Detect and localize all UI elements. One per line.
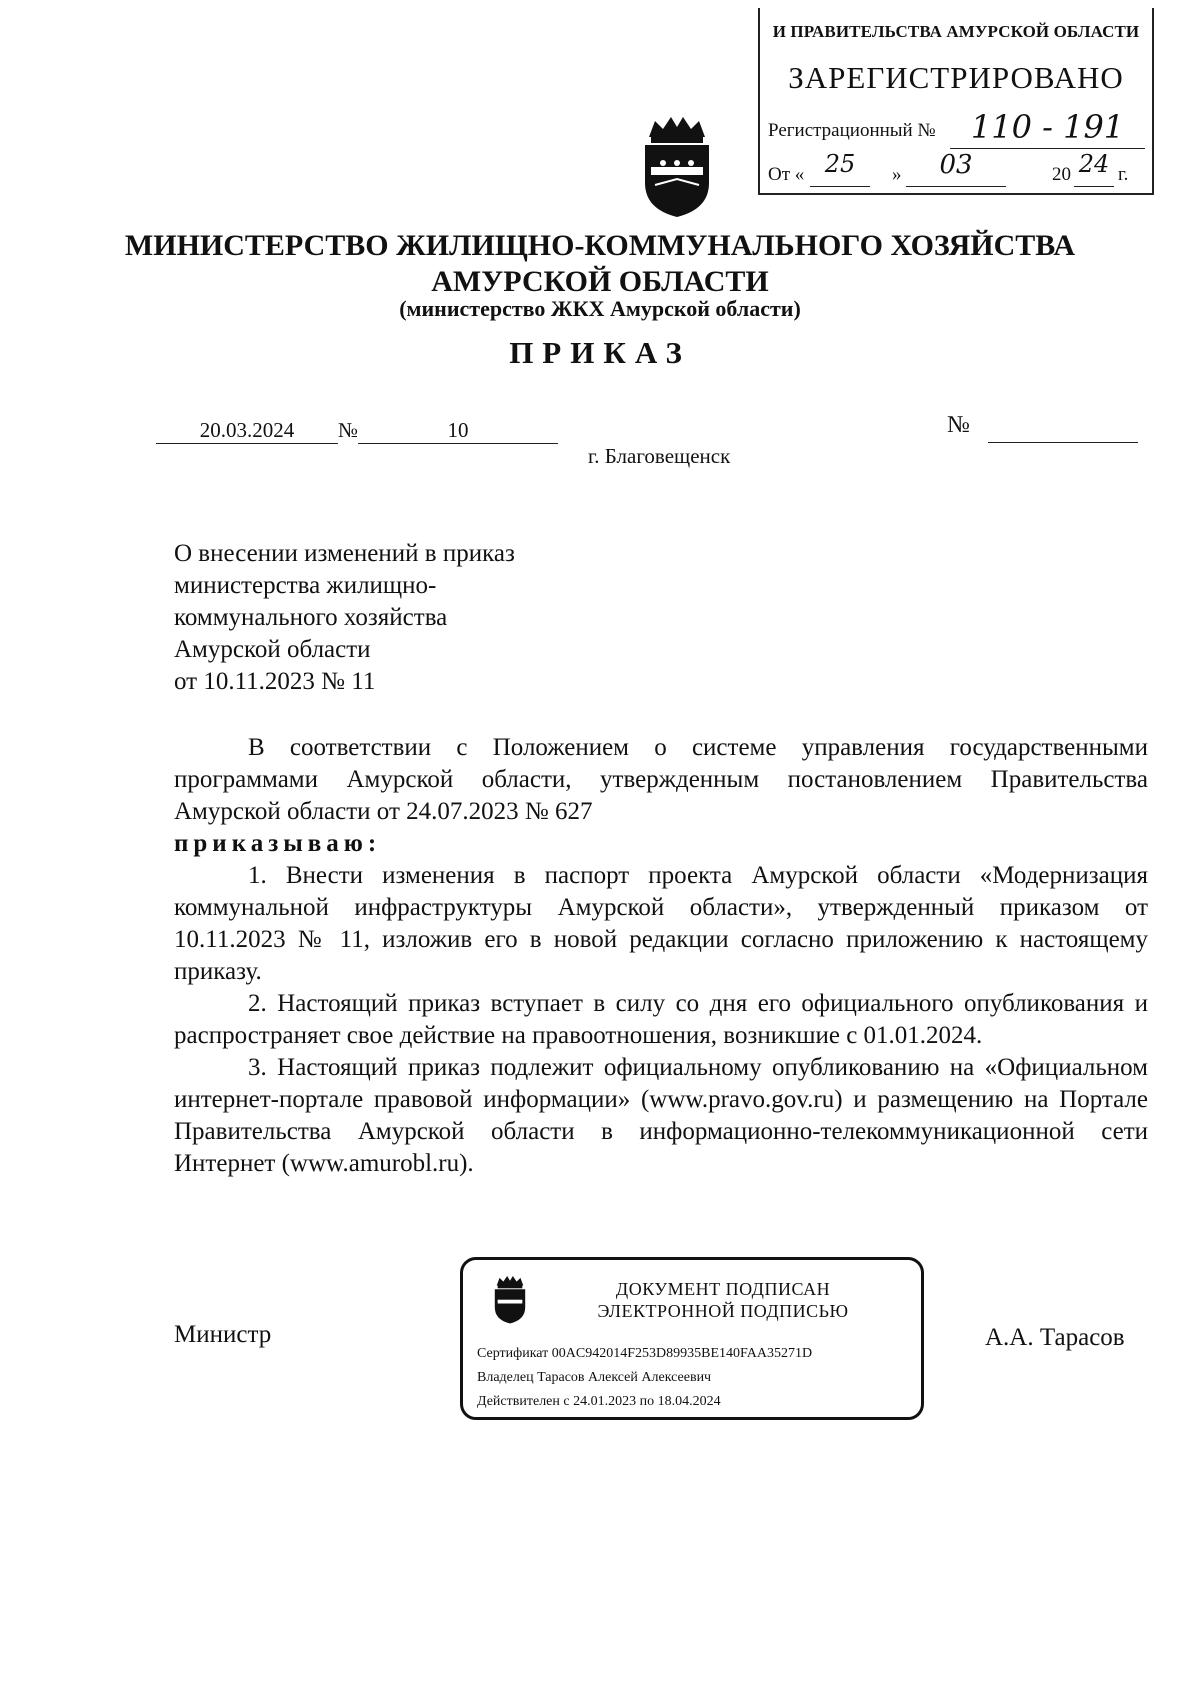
- order-subject: [174, 538, 515, 698]
- subject-line: министерства жилищно-: [174, 572, 437, 599]
- subject-line: от 10.11.2023 № 11: [174, 668, 376, 695]
- subject-line: О внесении изменений в приказ: [174, 540, 515, 567]
- stamp-date-prefix: От «: [768, 164, 805, 185]
- date-number-row: [156, 418, 558, 444]
- city: г. Благовещенск: [588, 444, 731, 468]
- stamp-date: [768, 150, 1148, 192]
- stamp-year-suffix: 24: [1074, 150, 1114, 187]
- stamp-mid-quote: »: [892, 164, 902, 185]
- stamp-title: ЗАРЕГИСТРИРОВАНО: [788, 60, 1124, 95]
- subject-line: Амурской области: [174, 636, 371, 663]
- ministry-short-name: (министерство ЖКХ Амурской области): [399, 296, 801, 321]
- signer-position: Министр: [174, 1321, 272, 1348]
- order-number: 10: [358, 418, 558, 444]
- stamp-year-prefix: 20: [1052, 164, 1071, 185]
- coat-of-arms-small-icon: [491, 1274, 529, 1324]
- esig-valid: Действителен с 24.01.2023 по 18.04.2024: [477, 1394, 721, 1409]
- coat-of-arms-icon: [637, 113, 717, 218]
- ministry-name-line2: АМУРСКОЙ ОБЛАСТИ: [431, 265, 769, 298]
- signer-name: А.А. Тарасов: [985, 1324, 1125, 1351]
- registration-stamp: [758, 8, 1154, 195]
- ministry-name-line1: МИНИСТЕРСТВО ЖИЛИЩНО-КОММУНАЛЬНОГО ХОЗЯЙСТВА: [124, 229, 1076, 262]
- stamp-day: 25: [810, 150, 870, 187]
- stamp-reg-number: 110 - 191: [950, 108, 1145, 149]
- stamp-top-text-visible: И ПРАВИТЕЛЬСТВА АМУРСКОЙ ОБЛАСТИ: [772, 22, 1140, 41]
- order-item: 1. Внести изменения в паспорт проекта Амурской области «Модернизация коммунальной инфраструктуры Амурской области», утвержденный приказом от 10.11.2023 № 11, изложив его в новой редакции согласно приложению к настоящему приказу.: [174, 862, 1148, 985]
- ministry-name: [0, 228, 1200, 300]
- subject-line: коммунального хозяйства: [174, 604, 448, 631]
- stamp-month: 03: [906, 150, 1006, 187]
- stamp-year-end: г.: [1118, 164, 1129, 185]
- esig-owner: Владелец Тарасов Алексей Алексеевич: [477, 1370, 712, 1385]
- esig-title-line2: ЭЛЕКТРОННОЙ ПОДПИСЬЮ: [597, 1301, 849, 1321]
- esig-title: [543, 1278, 903, 1322]
- esig-certificate: Сертификат 00AC942014F253D89935BE140FAA35271D: [477, 1346, 813, 1361]
- document-type: ПРИКАЗ: [509, 335, 691, 370]
- stamp-reg-label: Регистрационный №: [768, 120, 936, 141]
- order-date: 20.03.2024: [156, 418, 338, 444]
- electronic-signature-stamp: [460, 1257, 924, 1420]
- esig-title-line1: ДОКУМЕНТ ПОДПИСАН: [615, 1279, 831, 1299]
- order-word: приказываю:: [174, 830, 382, 857]
- order-number-label: №: [338, 418, 359, 442]
- order-body: [174, 732, 1148, 1180]
- basis-paragraph: В соответствии с Положением о системе управления государственными программами Амурской области, утвержденным постановлением Правительства Амурской области от 24.07.2023 № 627: [174, 734, 1148, 825]
- order-item: 3. Настоящий приказ подлежит официальному опубликованию на «Официальном интернет-портале правовой информации» (www.pravo.gov.ru) и размещению на Портале Правительства Амурской области в информационно-телекоммуникационной сети Интернет (www.amurobl.ru).: [174, 1054, 1148, 1177]
- order-item: 2. Настоящий приказ вступает в силу со дня его официального опубликования и распространяет свое действие на правоотношения, возникшие с 01.01.2024.: [174, 990, 1148, 1049]
- right-number-label: №: [947, 412, 970, 438]
- right-number-line: [988, 442, 1138, 443]
